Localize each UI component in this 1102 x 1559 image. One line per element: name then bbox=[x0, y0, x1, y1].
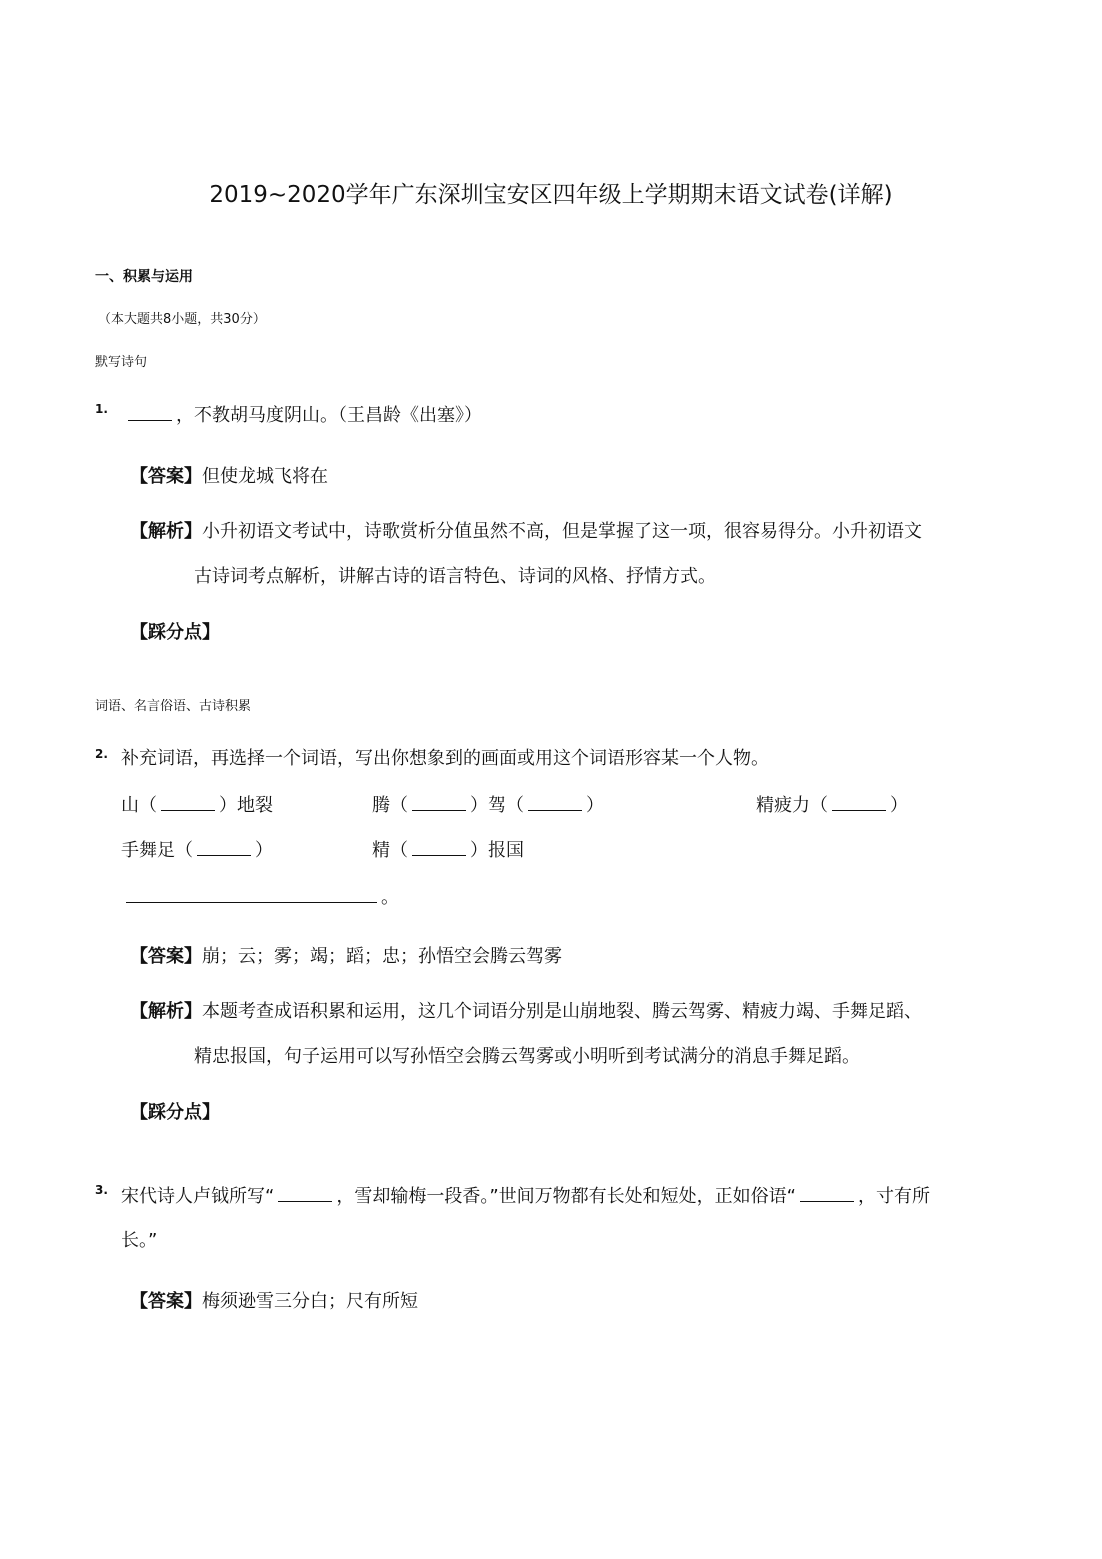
q2-answer bbox=[130, 943, 562, 971]
q3-text-pre: 宋代诗人卢钺所写“ bbox=[121, 1186, 275, 1207]
q2-item3-post: ） bbox=[890, 795, 908, 816]
q3-number: 3. bbox=[95, 1183, 108, 1197]
q2-item2-mid: ）驾（ bbox=[470, 795, 524, 816]
q3-blank-1[interactable] bbox=[278, 1181, 332, 1202]
q2-item5-pre: 精（ bbox=[372, 840, 408, 861]
q2-analysis-line1 bbox=[130, 998, 922, 1026]
q1-analysis-line1 bbox=[130, 518, 922, 546]
q1-text-after: ，不教胡马度阴山。（王昌龄《出塞》） bbox=[176, 405, 482, 426]
q1-number: 1. bbox=[95, 402, 108, 416]
q2-blank-1[interactable] bbox=[161, 790, 215, 811]
q2-item5-post: ）报国 bbox=[470, 840, 524, 861]
q2-item3-pre: 精疲力（ bbox=[756, 795, 828, 816]
q3-text-mid: ，雪却输梅一段香。”世间万物都有长处和短处，正如俗语“ bbox=[336, 1186, 796, 1207]
q3-text-post: ，寸有所 bbox=[857, 1186, 930, 1207]
q2-blank-4[interactable] bbox=[832, 790, 886, 811]
q2-item1-post: ）地裂 bbox=[219, 795, 273, 816]
answer-label: 【答案】 bbox=[130, 946, 202, 967]
q1-points-label: 【踩分点】 bbox=[130, 622, 220, 643]
q2-category: 词语、名言俗语、古诗积累 bbox=[95, 699, 252, 714]
q2-analysis-text1: 本题考查成语积累和运用，这几个词语分别是山崩地裂、腾云驾雾、精疲力竭、手舞足蹈、 bbox=[202, 1001, 922, 1022]
q2-blank-3[interactable] bbox=[528, 790, 582, 811]
q2-item4-pre: 手舞足（ bbox=[121, 840, 193, 861]
q2-item-4 bbox=[121, 835, 273, 865]
q3-text-line1 bbox=[121, 1181, 930, 1211]
q1-text bbox=[124, 400, 482, 430]
q3-answer-value: 梅须逊雪三分白；尺有所短 bbox=[202, 1291, 418, 1312]
q2-blank-6[interactable] bbox=[412, 835, 466, 856]
section-heading: 一、积累与运用 bbox=[95, 269, 193, 285]
q3-text-line2: 长。” bbox=[121, 1230, 158, 1251]
q2-sentence-blank[interactable] bbox=[126, 902, 377, 903]
q3-answer bbox=[130, 1288, 418, 1316]
section-note: （本大题共8小题，共30分） bbox=[98, 312, 266, 327]
q2-blank-2[interactable] bbox=[412, 790, 466, 811]
q1-answer bbox=[130, 463, 328, 491]
q2-text: 补充词语，再选择一个词语，写出你想象到的画面或用这个词语形容某一个人物。 bbox=[121, 748, 769, 769]
q2-item-1 bbox=[121, 790, 273, 820]
answer-label: 【答案】 bbox=[130, 1291, 202, 1312]
analysis-label: 【解析】 bbox=[130, 1001, 202, 1022]
q1-analysis-line2: 古诗词考点解析，讲解古诗的语言特色、诗词的风格、抒情方式。 bbox=[194, 566, 716, 587]
q2-answer-value: 崩；云；雾；竭；蹈；忠；孙悟空会腾云驾雾 bbox=[202, 946, 562, 967]
q2-item-5 bbox=[372, 835, 524, 865]
q1-blank[interactable] bbox=[128, 400, 172, 421]
q1-category: 默写诗句 bbox=[95, 355, 148, 370]
analysis-label: 【解析】 bbox=[130, 521, 202, 542]
q1-analysis-text1: 小升初语文考试中，诗歌赏析分值虽然不高，但是掌握了这一项，很容易得分。小升初语文 bbox=[202, 521, 922, 542]
q2-item-2 bbox=[372, 790, 604, 820]
q2-number: 2. bbox=[95, 747, 108, 761]
q2-line-end: 。 bbox=[381, 887, 399, 908]
q2-points-label: 【踩分点】 bbox=[130, 1102, 220, 1123]
q2-item2-pre: 腾（ bbox=[372, 795, 408, 816]
q3-blank-2[interactable] bbox=[800, 1181, 854, 1202]
q2-item4-post: ） bbox=[255, 840, 273, 861]
answer-label: 【答案】 bbox=[130, 466, 202, 487]
q2-item-3 bbox=[756, 790, 908, 820]
page-title: 2019~2020学年广东深圳宝安区四年级上学期期末语文试卷(详解) bbox=[209, 182, 893, 208]
q2-item1-pre: 山（ bbox=[121, 795, 157, 816]
q2-item2-post: ） bbox=[586, 795, 604, 816]
q1-answer-value: 但使龙城飞将在 bbox=[202, 466, 328, 487]
q2-blank-5[interactable] bbox=[197, 835, 251, 856]
q2-analysis-line2: 精忠报国，句子运用可以写孙悟空会腾云驾雾或小明听到考试满分的消息手舞足蹈。 bbox=[194, 1046, 860, 1067]
